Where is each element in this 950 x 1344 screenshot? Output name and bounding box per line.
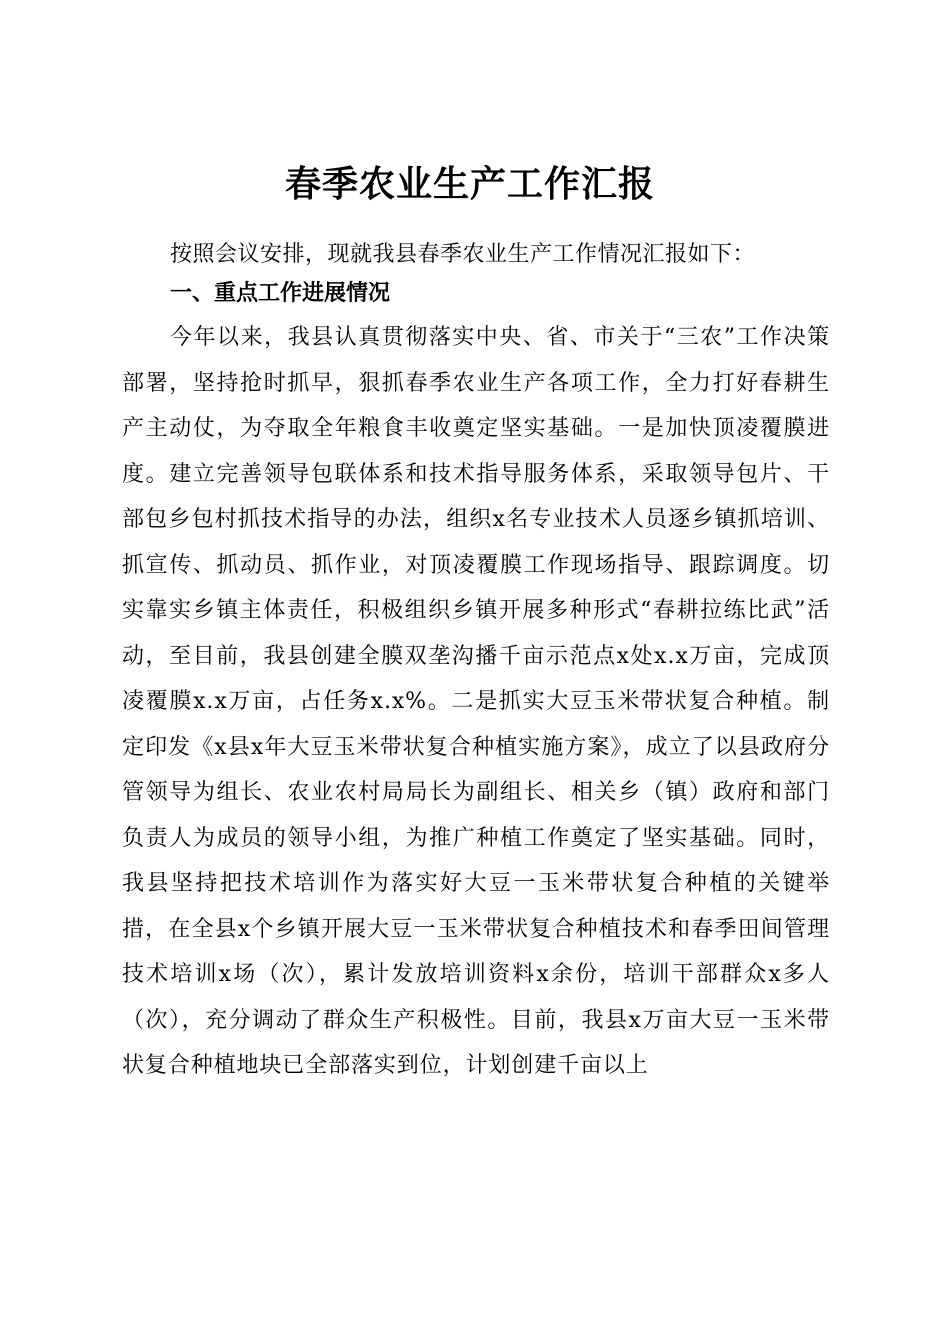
- intro-paragraph: 按照会议安排，现就我县春季农业生产工作情况汇报如下：: [170, 242, 756, 267]
- section-paragraph: 今年以来，我县认真贯彻落实中央、省、市关于“三农”工作决策部署，坚持抢时抓早，狠抓春季农业生产各项工作，全力打好春耕生产主动仗，为夺取全年粮食丰收奠定坚实基础。一是加快顶凌覆膜进度。建立完善领导包联体系和技术指导服务体系，采取领导包片、干部包乡包村抓技术指导的办法，组织x名专业技术人员逐乡镇抓培训、抓宣传、抓动员、抓作业，对顶凌覆膜工作现场指导、跟踪调度。切实靠实乡镇主体责任，积极组织乡镇开展多种形式“春耕拉练比武”活动，至目前，我县创建全膜双垄沟播千亩示范点x处x.x万亩，完成顶凌覆膜x.x万亩，占任务x.x%。二是抓实大豆玉米带状复合种植。制定印发《x县x年大豆玉米带状复合种植实施方案》，成立了以县政府分管领导为组长、农业农村局局长为副组长、相关乡（镇）政府和部门负责人为成员的领导小组，为推广种植工作奠定了坚实基础。同时，我县坚持把技术培训作为落实好大豆一玉米带状复合种植的关键举措，在全县x个乡镇开展大豆一玉米带状复合种植技术和春季田间管理技术培训x场（次），累计发放培训资料x余份，培训干部群众x多人（次），充分调动了群众生产积极性。目前，我县x万亩大豆一玉米带状复合种植地块已全部落实到位，计划创建千亩以上: [122, 325, 830, 1078]
- document-body: [122, 234, 830, 1089]
- document-title: 春季农业生产工作汇报: [284, 163, 655, 206]
- section-heading: 一、重点工作进展情况: [170, 281, 391, 306]
